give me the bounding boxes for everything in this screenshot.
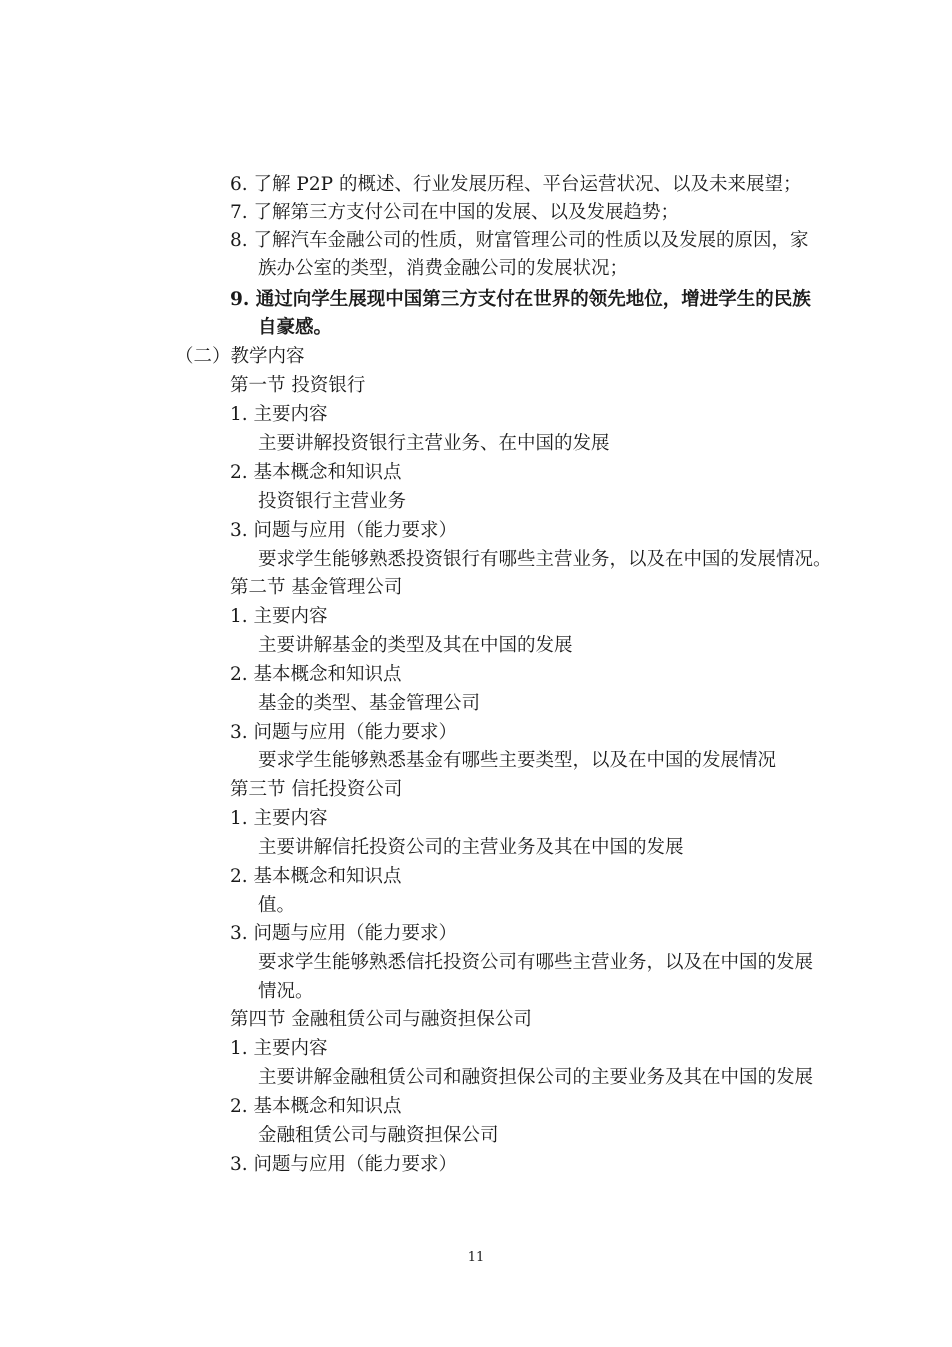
objective-item-7: 7. 了解第三方支付公司在中国的发展、以及发展趋势； bbox=[230, 202, 680, 223]
subsection-label: 2. 基本概念和知识点 bbox=[230, 664, 402, 685]
subsection-label: 3. 问题与应用（能力要求） bbox=[230, 923, 458, 944]
subsection-label: 3. 问题与应用（能力要求） bbox=[230, 722, 458, 743]
subsection-label: 1. 主要内容 bbox=[230, 808, 328, 829]
subsection-label: 2. 基本概念和知识点 bbox=[230, 1096, 402, 1117]
subsection-text: 值。 bbox=[258, 895, 296, 916]
subsection-label: 2. 基本概念和知识点 bbox=[230, 866, 402, 887]
subsection-text: 主要讲解金融租赁公司和融资担保公司的主要业务及其在中国的发展 bbox=[258, 1067, 814, 1088]
subsection-text: 要求学生能够熟悉投资银行有哪些主营业务，以及在中国的发展情况。 bbox=[258, 549, 832, 570]
subsection-text: 投资银行主营业务 bbox=[258, 491, 407, 512]
objective-item-8: 8. 了解汽车金融公司的性质，财富管理公司的性质以及发展的原因，家 bbox=[230, 230, 809, 251]
subsection-label: 2. 基本概念和知识点 bbox=[230, 462, 402, 483]
subsection-label: 3. 问题与应用（能力要求） bbox=[230, 520, 458, 541]
subsection-label: 1. 主要内容 bbox=[230, 1038, 328, 1059]
subsection-label: 3. 问题与应用（能力要求） bbox=[230, 1154, 458, 1175]
objective-item-6: 6. 了解 P2P 的概述、行业发展历程、平台运营状况、以及未来展望； bbox=[230, 174, 802, 195]
subsection-text: 金融租赁公司与融资担保公司 bbox=[258, 1125, 499, 1146]
section-title: 第二节 基金管理公司 bbox=[230, 577, 403, 598]
objective-item-9-continued: 自豪感。 bbox=[258, 317, 333, 338]
section-title: 第三节 信托投资公司 bbox=[230, 779, 403, 800]
objective-item-8-continued: 族办公室的类型，消费金融公司的发展状况； bbox=[258, 258, 629, 279]
page-number: 11 bbox=[467, 1250, 485, 1265]
subsection-text-continued: 情况。 bbox=[258, 981, 314, 1002]
section-title: 第一节 投资银行 bbox=[230, 375, 366, 396]
subsection-text: 主要讲解基金的类型及其在中国的发展 bbox=[258, 635, 573, 656]
objective-item-9: 9. 通过向学生展现中国第三方支付在世界的领先地位，增进学生的民族 bbox=[230, 289, 811, 310]
subsection-label: 1. 主要内容 bbox=[230, 404, 328, 425]
subsection-text: 主要讲解信托投资公司的主营业务及其在中国的发展 bbox=[258, 837, 684, 858]
section-heading: （二）教学内容 bbox=[175, 346, 305, 367]
section-title: 第四节 金融租赁公司与融资担保公司 bbox=[230, 1009, 532, 1030]
subsection-label: 1. 主要内容 bbox=[230, 606, 328, 627]
subsection-text: 要求学生能够熟悉基金有哪些主要类型，以及在中国的发展情况 bbox=[258, 750, 777, 771]
subsection-text: 主要讲解投资银行主营业务、在中国的发展 bbox=[258, 433, 610, 454]
subsection-text: 基金的类型、基金管理公司 bbox=[258, 693, 481, 714]
subsection-text: 要求学生能够熟悉信托投资公司有哪些主营业务，以及在中国的发展 bbox=[258, 952, 814, 973]
